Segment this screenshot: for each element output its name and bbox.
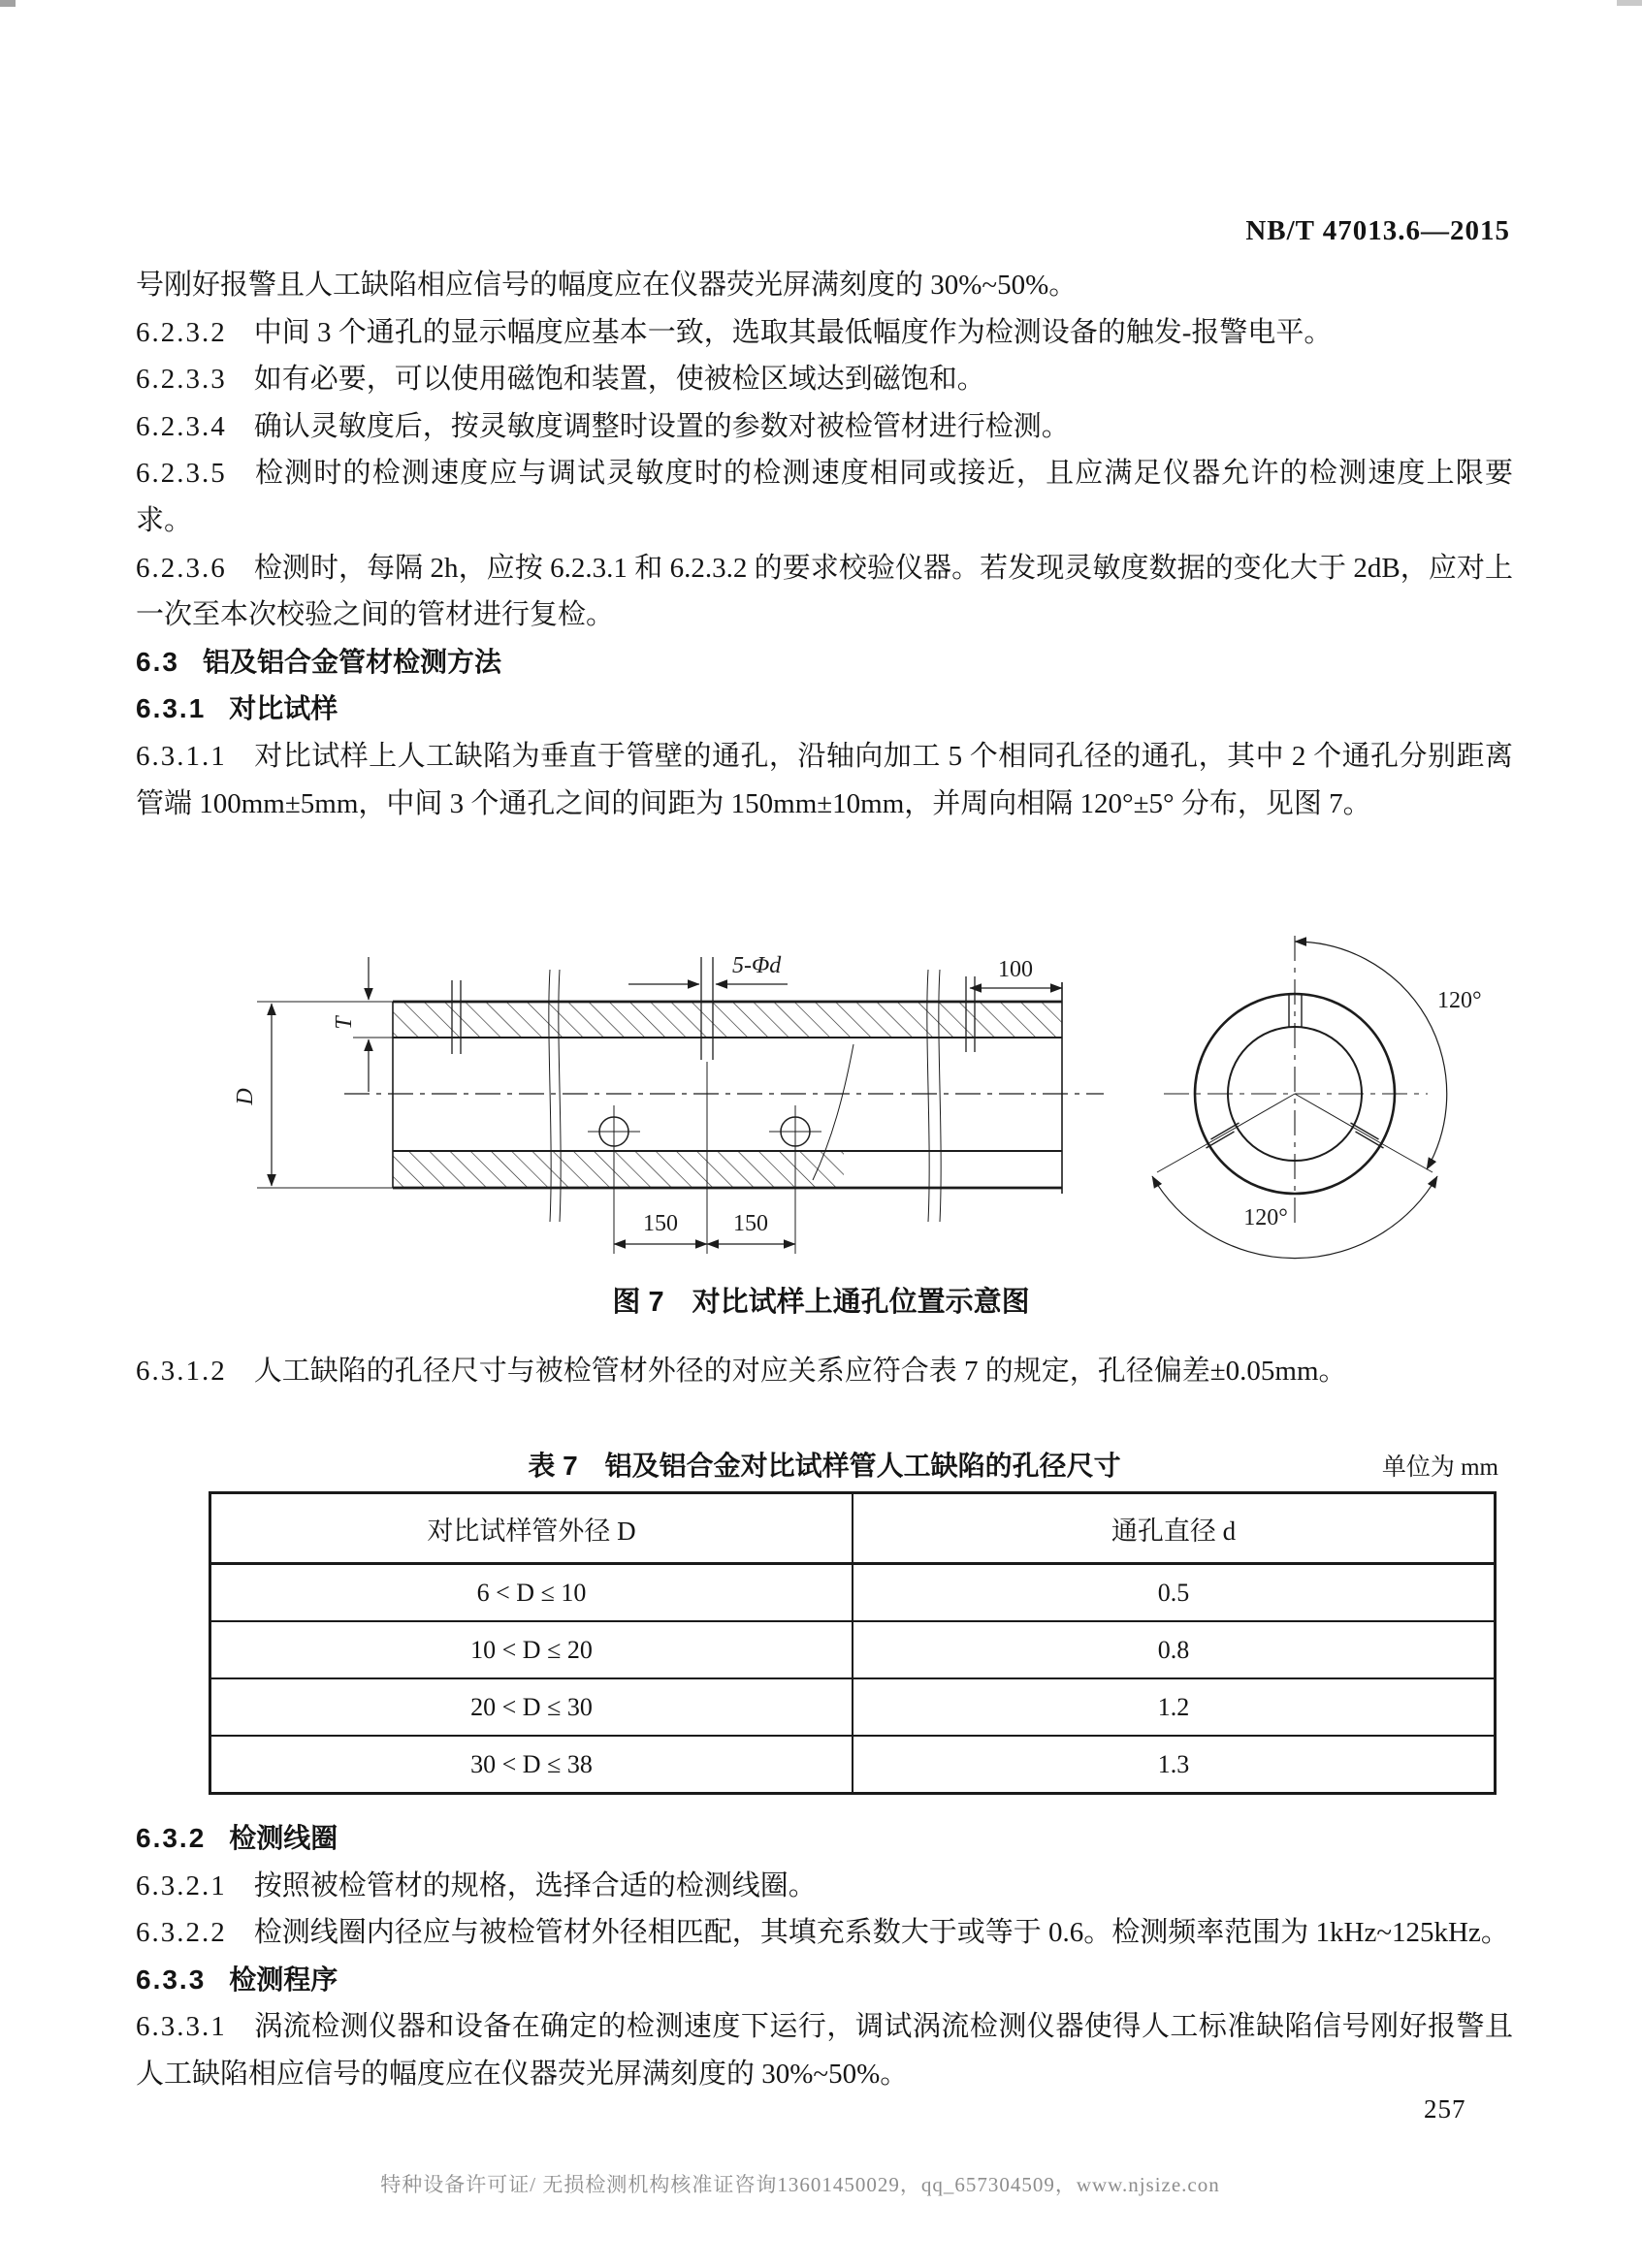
paragraph-6-3-2-1 <box>136 1863 1513 1910</box>
table-cell-value: 1.3 <box>853 1736 1496 1794</box>
table7-title: 表 7 铝及铝合金对比试样管人工缺陷的孔径尺寸 <box>528 1451 1121 1481</box>
clause-text: 中间 3 个通孔的显示幅度应基本一致，选取其最低幅度作为检测设备的触发-报警电平。 <box>253 316 1333 348</box>
cross-section-view <box>1152 936 1447 1259</box>
clause-text: 对比试样上人工缺陷为垂直于管壁的通孔，沿轴向加工 5 个相同孔径的通孔，其中 2 个通孔分别距离管端 100mm±5mm，中间 3 个通孔之间的间距为 150mm±10mm，并周向相隔 120°±5° 分布，见图 7。 <box>136 740 1513 819</box>
heading-6-3 <box>136 639 1513 687</box>
clause-number: 6.2.3.3 <box>136 364 227 396</box>
tube-side-view <box>257 957 1104 1254</box>
clause-number: 6.3.2.2 <box>136 1917 227 1949</box>
dim-label-holes: 5-Φd <box>732 953 782 978</box>
clause-number: 6.2.3.4 <box>136 410 227 442</box>
clause-number: 6.3.3.1 <box>136 2011 227 2043</box>
table-cell-value: 0.5 <box>853 1564 1496 1622</box>
clause-number: 6.3.3 <box>136 1964 207 1995</box>
dim-label-T: T <box>332 1016 357 1030</box>
clause-number: 6.3 <box>136 646 179 677</box>
heading-6-3-2 <box>136 1815 1513 1863</box>
paragraph-6-2-3-4 <box>136 403 1513 451</box>
paragraph-continuation <box>136 262 1513 309</box>
body-text-upper <box>136 262 1513 827</box>
figure7-technical-drawing <box>165 887 1523 1275</box>
clause-number: 6.3.1 <box>136 693 207 724</box>
table7-unit-label: 单位为 mm <box>1381 1454 1498 1481</box>
heading-text: 铝及铝合金管材检测方法 <box>202 646 501 677</box>
clause-number: 6.3.2.1 <box>136 1869 227 1901</box>
table-header-row <box>210 1493 1496 1564</box>
table7 <box>209 1491 1497 1795</box>
table-cell-range: 20 < D ≤ 30 <box>210 1678 853 1736</box>
clause-number: 6.2.3.6 <box>136 552 227 584</box>
heading-6-3-1 <box>136 686 1513 733</box>
table-row <box>210 1621 1496 1678</box>
clause-text: 检测线圈内径应与被检管材外径相匹配，其填充系数大于或等于 0.6。检测频率范围为 1kHz~125kHz。 <box>253 1917 1509 1949</box>
clause-text: 按照被检管材的规格，选择合适的检测线圈。 <box>253 1869 817 1901</box>
page-number: 257 <box>1424 2094 1466 2124</box>
clause-text: 涡流检测仪器和设备在确定的检测速度下运行，调试涡流检测仪器使得人工标准缺陷信号刚好报警且人工缺陷相应信号的幅度应在仪器荧光屏满刻度的 30%~50%。 <box>136 2011 1513 2090</box>
heading-text: 对比试样 <box>229 693 338 724</box>
clause-number: 6.2.3.5 <box>136 458 227 490</box>
paragraph-6-2-3-5 <box>136 450 1513 544</box>
clause-text: 如有必要，可以使用磁饱和装置，使被检区域达到磁饱和。 <box>253 364 985 396</box>
angle-label-top: 120° <box>1437 988 1482 1013</box>
clause-text: 检测时的检测速度应与调试灵敏度时的检测速度相同或接近，且应满足仪器允许的检测速度上限要求。 <box>136 458 1513 536</box>
paragraph-6-3-1-2 <box>136 1348 1513 1395</box>
scan-artifact <box>1617 0 1642 6</box>
clause-text: 人工缺陷的孔径尺寸与被检管材外径的对应关系应符合表 7 的规定，孔径偏差±0.05mm。 <box>253 1356 1347 1387</box>
watermark-text: 特种设备许可证/ 无损检测机构核准证咨询13601450029，qq_657304509，www.njsize.con <box>380 2173 1220 2196</box>
paragraph-6-3-1-1 <box>136 733 1513 827</box>
column-header-hole-diameter: 通孔直径 d <box>853 1493 1496 1564</box>
paragraph-6-2-3-3 <box>136 356 1513 403</box>
table-cell-range: 6 < D ≤ 10 <box>210 1564 853 1622</box>
table-cell-range: 30 < D ≤ 38 <box>210 1736 853 1794</box>
heading-text: 检测程序 <box>229 1964 338 1995</box>
clause-number: 6.3.1.1 <box>136 740 227 772</box>
doc-number: NB/T 47013.6—2015 <box>1245 215 1510 246</box>
dim-label-100: 100 <box>998 957 1033 982</box>
table-cell-range: 10 < D ≤ 20 <box>210 1621 853 1678</box>
paragraph-6-3-2-2 <box>136 1909 1513 1957</box>
heading-text: 检测线圈 <box>229 1823 338 1853</box>
clause-text: 检测时，每隔 2h，应按 6.2.3.1 和 6.2.3.2 的要求校验仪器。若发现灵敏度数据的变化大于 2dB，应对上一次至本次校验之间的管材进行复检。 <box>136 552 1513 631</box>
clause-number: 6.3.1.2 <box>136 1356 227 1387</box>
paragraph-6-2-3-6 <box>136 545 1513 639</box>
scan-artifact <box>0 0 16 7</box>
table-row <box>210 1736 1496 1794</box>
table-cell-value: 1.2 <box>853 1678 1496 1736</box>
paragraph-6-3-3-1 <box>136 2003 1513 2097</box>
dim-label-150-left: 150 <box>643 1211 678 1236</box>
side-view-dimensions <box>272 957 1062 1244</box>
angle-label-bottom: 120° <box>1243 1205 1288 1230</box>
table-cell-value: 0.8 <box>853 1621 1496 1678</box>
dim-label-D: D <box>233 1088 258 1105</box>
clause-number: 6.2.3.2 <box>136 316 227 348</box>
figure7-caption: 图 7 对比试样上通孔位置示意图 <box>612 1287 1030 1318</box>
heading-6-3-3 <box>136 1957 1513 2004</box>
clause-text: 号刚好报警且人工缺陷相应信号的幅度应在仪器荧光屏满刻度的 30%~50%。 <box>136 270 1078 301</box>
clause-text: 确认灵敏度后，按灵敏度调整时设置的参数对被检管材进行检测。 <box>253 410 1070 442</box>
paragraph-6-2-3-2 <box>136 309 1513 357</box>
table-row <box>210 1564 1496 1622</box>
dim-label-150-right: 150 <box>733 1211 768 1236</box>
table-row <box>210 1678 1496 1736</box>
column-header-outer-diameter: 对比试样管外径 D <box>210 1493 853 1564</box>
table7-title-row <box>136 1445 1513 1484</box>
clause-number: 6.3.2 <box>136 1823 207 1853</box>
body-text-lower <box>136 1815 1513 2098</box>
